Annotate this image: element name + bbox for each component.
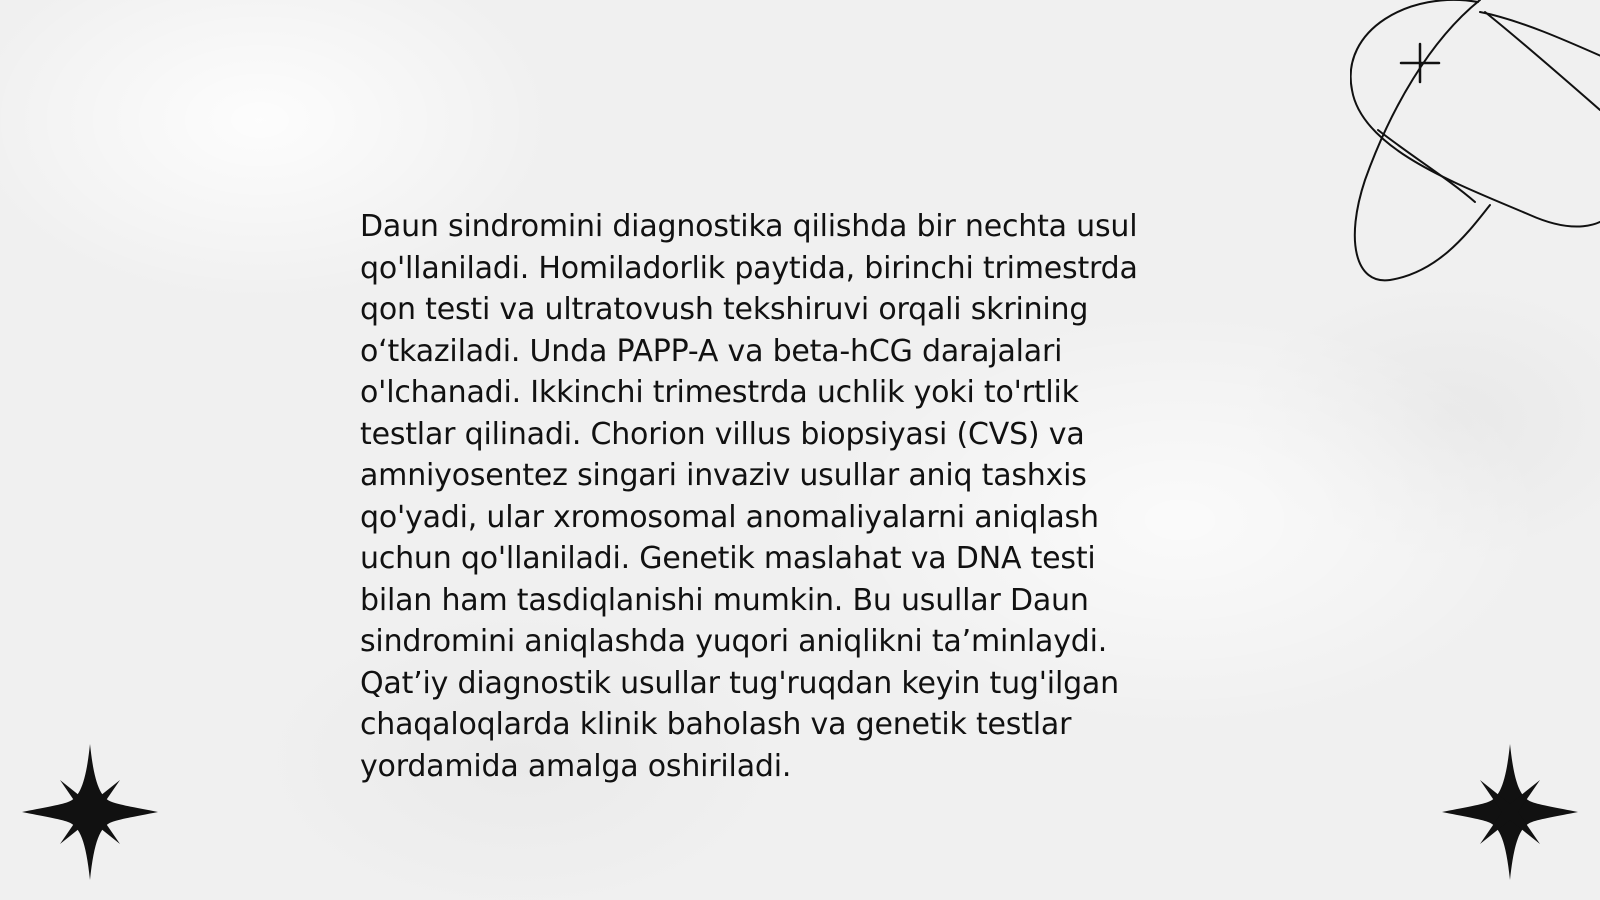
four-point-star-icon: [20, 742, 160, 882]
body-paragraph: Daun sindromini diagnostika qilishda bir nechta usul qo'llaniladi. Homiladorlik paytida, birinchi trimestrda qon testi va ultratovush tekshiruvi orqali skrining o‘tkaziladi. Unda PAPP-A va beta-hCG darajalari o'lchanadi. Ikkinchi trimestrda uchlik yoki to'rtlik testlar qilinadi. Chorion villus biopsiyasi (CVS) va amniyosentez singari invaziv usullar aniq tashxis qo'yadi, ular xromosomal anomaliyalarni aniqlash uchun qo'llaniladi. Genetik maslahat va DNA testi bilan ham tasdiqlanishi mumkin. Bu usullar Daun sindromini aniqlashda yuqori aniqlikni ta’minlaydi. Qat’iy diagnostik usullar tug'ruqdan keyin tug'ilgan chaqaloqlarda klinik baholash va genetik testlar yordamida amalga oshiriladi.: [360, 209, 1138, 784]
orbit-sparkle-icon: [1350, 0, 1600, 290]
four-point-star-icon: [1440, 742, 1580, 882]
